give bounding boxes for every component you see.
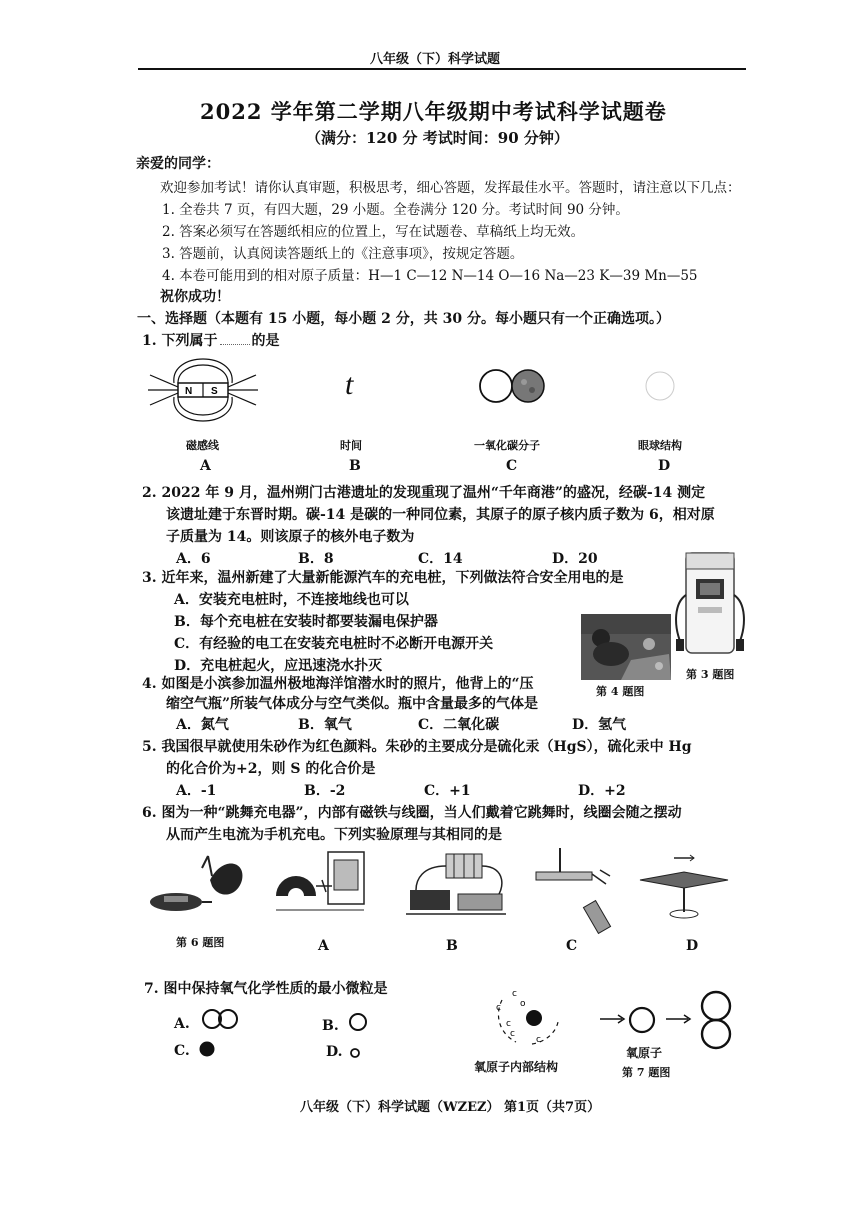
q6-figure-a [272, 850, 372, 930]
q2-option-a: A．6 [176, 551, 211, 567]
q2-line-2: 该遗址建于东晋时期。碳-14 是碳的一种同位素，其原子的原子核内质子数为 6，相对原 [166, 507, 715, 523]
q7-option-a-figure [200, 1006, 242, 1032]
q6-letter-c: C [566, 938, 578, 954]
q7-option-b: B. [322, 1018, 339, 1034]
q5-option-a: A．-1 [176, 783, 217, 799]
q1-letter-c: C [506, 458, 518, 474]
q7-caption-atom: 氧原子 [626, 1046, 663, 1060]
q1-caption-b: 时间 [340, 439, 362, 452]
q3-stem: 3. 近年来，温州新建了大量新能源汽车的充电桩，下列做法符合安全用电的是 [142, 570, 624, 586]
q2-option-b: B．8 [298, 551, 334, 567]
svg-text:S: S [211, 386, 218, 397]
svg-text:c: c [512, 989, 517, 999]
arrow-icon [664, 1012, 694, 1026]
notice-item-2: 2. 答案必须写在答题纸相应的位置上，写在试题卷、草稿纸上均无效。 [162, 224, 585, 240]
q7-stem: 7. 图中保持氧气化学性质的最小微粒是 [144, 981, 388, 997]
magnetic-field-figure [148, 355, 258, 425]
eyeball-figure [630, 368, 690, 404]
q6-figure-b [402, 850, 512, 930]
notice-item-1: 1. 全卷共 7 页，有四大题，29 小题。全卷满分 120 分。考试时间 90 分钟。 [162, 202, 629, 218]
section-heading: 一、选择题（本题有 15 小题，每小题 2 分，共 30 分。每小题只有一个正确选项。） [137, 311, 670, 327]
q6-figure-caption: 第 6 题图 [176, 936, 225, 949]
co-molecule-figure [478, 368, 548, 404]
q4-option-c: C．二氧化碳 [418, 717, 500, 733]
q1-letter-d: D [658, 458, 671, 474]
charging-pile-figure [672, 545, 748, 657]
q2-option-c: C．14 [418, 551, 463, 567]
q6-figure-d [634, 850, 734, 930]
q1-blurred-word [220, 332, 250, 345]
q1-stem [142, 330, 280, 350]
q5-line-1: 5. 我国很早就使用朱砂作为红色颜料。朱砂的主要成分是硫化汞（HgS），硫化汞中 Hg [142, 739, 692, 755]
running-header: 八年级（下）科学试题 [370, 52, 501, 67]
q4-option-a: A．氮气 [176, 717, 229, 733]
q7-option-a: A. [174, 1016, 190, 1032]
q1-stem-start: 1. 下列属于 [142, 333, 218, 349]
page-footer: 八年级（下）科学试题（WZEZ） 第1页（共7页） [300, 1100, 601, 1115]
diver-photo [581, 614, 671, 680]
svg-text:c: c [506, 1019, 511, 1029]
q3-figure-caption: 第 3 题图 [686, 668, 735, 681]
q6-figure-c [530, 846, 630, 936]
q4-figure-caption: 第 4 题图 [596, 685, 645, 698]
q5-option-d: D．+2 [578, 783, 626, 799]
q1-caption-a: 磁感线 [186, 439, 219, 452]
q4-option-b: B．氧气 [298, 717, 352, 733]
q6-letter-a: A [318, 938, 329, 954]
svg-text:N: N [185, 386, 193, 397]
q6-line-1: 6. 图为一种“跳舞充电器”，内部有磁铁与线圈，当人们戴着它跳舞时，线圈会随之摆动 [142, 805, 682, 821]
time-symbol: t [345, 368, 354, 401]
oxygen-atom-figure [626, 1004, 658, 1036]
dancing-charger-figure [150, 850, 250, 930]
q2-line-3: 子质量为 14。则该原子的核外电子数为 [166, 529, 415, 545]
arrow-icon [598, 1012, 628, 1026]
q7-option-d-figure [348, 1046, 362, 1060]
q4-option-d: D．氢气 [572, 717, 627, 733]
svg-text:c: c [510, 1029, 515, 1039]
exam-subtitle: （满分：120 分 考试时间：90 分钟） [306, 129, 569, 147]
q7-caption-structure: 氧原子内部结构 [474, 1060, 559, 1074]
notice-intro: 欢迎参加考试！请你认真审题，积极思考，细心答题，发挥最佳水平。答题时，请注意以下几点： [160, 180, 741, 196]
q3-option-c: C．有经验的电工在安装充电桩时不必断开电源开关 [174, 636, 494, 652]
q2-line-1: 2. 2022 年 9 月，温州朔门古港遗址的发现重现了温州“千年商港”的盛况，经碳-14 测定 [142, 485, 706, 501]
q6-line-2: 从而产生电流为手机充电。下列实验原理与其相同的是 [166, 827, 502, 843]
svg-text:c: c [496, 1003, 501, 1013]
q6-letter-d: D [686, 938, 699, 954]
q7-figure-caption: 第 7 题图 [622, 1066, 671, 1079]
q6-letter-b: B [446, 938, 458, 954]
q5-line-2: 的化合价为+2，则 S 的化合价是 [166, 761, 376, 777]
q3-option-d: D．充电桩起火，应迅速浇水扑灭 [174, 658, 383, 674]
notice-greeting: 亲爱的同学： [136, 156, 220, 172]
q1-letter-a: A [200, 458, 211, 474]
oxygen-molecule-figure [694, 988, 738, 1054]
q7-option-d: D. [326, 1044, 343, 1060]
q5-option-b: B．-2 [304, 783, 346, 799]
q1-letter-b: B [349, 458, 361, 474]
oxygen-atom-structure-figure [486, 982, 566, 1050]
q4-line-2: 缩空气瓶”所装气体成分与空气类似。瓶中含量最多的气体是 [166, 696, 539, 712]
q2-option-d: D．20 [552, 551, 598, 567]
q4-line-1: 4. 如图是小滨参加温州极地海洋馆潜水时的照片，他背上的“压 [142, 676, 534, 692]
q7-option-b-figure [346, 1010, 370, 1034]
q5-option-c: C．+1 [424, 783, 471, 799]
exam-title: 2022 学年第二学期八年级期中考试科学试题卷 [200, 99, 667, 124]
q1-stem-end: 的是 [251, 333, 280, 349]
q7-option-c-figure [196, 1038, 218, 1060]
q3-option-b: B．每个充电桩在安装时都要装漏电保护器 [174, 614, 438, 630]
notice-closing: 祝你成功！ [160, 289, 230, 305]
q7-option-c: C. [174, 1043, 190, 1059]
q1-caption-c: 一氧化碳分子 [474, 439, 540, 452]
q3-option-a: A．安装充电桩时，不连接地线也可以 [174, 592, 409, 608]
header-rule [138, 68, 746, 70]
svg-text:c: c [536, 1035, 541, 1045]
notice-item-3: 3. 答题前，认真阅读答题纸上的《注意事项》，按规定答题。 [162, 246, 524, 262]
q1-caption-d: 眼球结构 [638, 439, 682, 452]
svg-text:o: o [520, 999, 526, 1009]
notice-item-4: 4. 本卷可能用到的相对原子质量：H—1 C—12 N—14 O—16 Na—23 K—39 Mn—55 [162, 268, 698, 284]
